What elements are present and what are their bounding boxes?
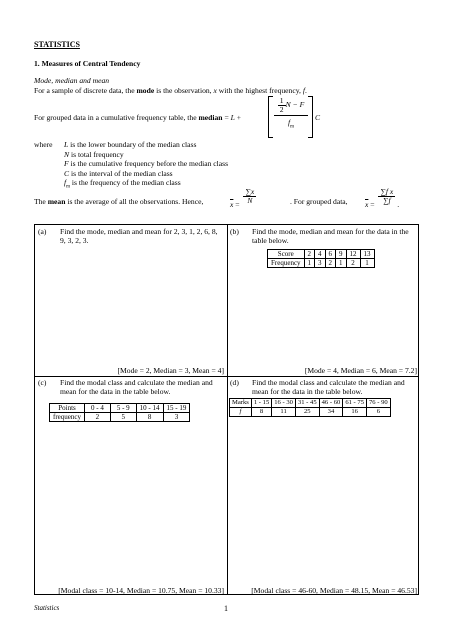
table-cell: 61 - 75 — [343, 399, 367, 408]
where-item-N: N is total frequency — [64, 150, 124, 159]
table-cell: 11 — [272, 408, 296, 417]
table-cell: 76 - 90 — [367, 399, 391, 408]
table-cell: 1 — [304, 259, 315, 268]
table-cell: 16 - 30 — [272, 399, 296, 408]
table-cell: 3 — [315, 259, 326, 268]
question-b — [227, 225, 420, 376]
table-cell: 34 — [319, 408, 343, 417]
table-header: f — [230, 408, 252, 417]
table-cell: 1 - 15 — [251, 399, 271, 408]
page-number: 1 — [224, 604, 228, 613]
mean-definition: The mean is the average of all the observations. Hence, $\overline{x}$ = $\frac{\sum x}{N}$ . For grouped data, $\overline{x}$ = $\frac{\text{∑f x}}{\sum f}$ . — [34, 187, 400, 210]
question-c-text: Find the modal class and calculate the median and mean for the data in the table below. — [60, 378, 213, 397]
mode-definition: For a sample of discrete data, the mode is the observation, x with the highest frequency, f. — [34, 86, 307, 95]
question-a-label: (a) — [38, 227, 47, 236]
table-cell: 0 - 4 — [84, 404, 110, 413]
subheading: Mode, median and mean — [34, 76, 110, 85]
table-header: Frequency — [268, 259, 305, 268]
question-a-text: Find the mode, median and mean for 2, 3, 1, 2, 6, 8, 9, 3, 2, 3. — [60, 227, 218, 246]
table-cell: 5 — [110, 413, 136, 422]
question-b-label: (b) — [230, 227, 239, 236]
table-cell: 1 — [360, 259, 374, 268]
table-cell: 1 — [336, 259, 347, 268]
table-cell: 8 — [251, 408, 271, 417]
where-item-F: F is the cumulative frequency before the median class — [64, 159, 229, 168]
table-cell: 2 — [304, 250, 315, 259]
table-cell: 2 — [325, 259, 336, 268]
table-cell: 15 - 19 — [163, 404, 190, 413]
where-item-fm: $f_m$ is the frequency of the median class — [64, 178, 181, 190]
table-cell: 6 — [367, 408, 391, 417]
question-d-text: Find the modal class and calculate the median and mean for the data in the table below. — [252, 378, 405, 397]
table-cell: 16 — [343, 408, 367, 417]
table-cell: 2 — [346, 259, 360, 268]
table-header: Points — [50, 404, 85, 413]
page-title: STATISTICS — [34, 40, 80, 49]
table-cell: 2 — [84, 413, 110, 422]
median-formula: $\frac{1}{2}$ N − F $f_m$ C — [268, 96, 318, 138]
table-cell: 25 — [295, 408, 319, 417]
question-c-answer: [Modal class = 10-14, Median = 10.75, Mean = 10.33] — [58, 585, 224, 595]
table-cell: 6 — [325, 250, 336, 259]
question-d — [227, 376, 420, 596]
table-header: Marks — [230, 399, 252, 408]
table-cell: 4 — [315, 250, 326, 259]
table-cell: 13 — [360, 250, 374, 259]
question-c-table — [49, 403, 190, 422]
section-heading: 1. Measures of Central Tendency — [34, 59, 141, 68]
exercise-grid — [34, 224, 419, 595]
where-item-L: L is the lower boundary of the median class — [64, 140, 197, 149]
table-cell: 5 - 9 — [110, 404, 136, 413]
footer-label: Statistics — [34, 604, 60, 612]
question-c — [35, 376, 227, 596]
table-cell: 46 - 60 — [319, 399, 343, 408]
table-cell: 12 — [346, 250, 360, 259]
table-cell: 8 — [136, 413, 163, 422]
table-cell: 3 — [163, 413, 190, 422]
table-cell: 10 - 14 — [136, 404, 163, 413]
where-item-C: C is the interval of the median class — [64, 169, 173, 178]
where-word: where — [34, 140, 53, 149]
question-d-label: (d) — [230, 378, 239, 387]
question-a — [35, 225, 227, 376]
question-d-table — [229, 398, 391, 417]
question-b-answer: [Mode = 4, Median = 6, Mean = 7.2] — [304, 365, 417, 375]
table-cell: 31 - 45 — [295, 399, 319, 408]
question-c-label: (c) — [38, 378, 47, 387]
question-b-table — [267, 249, 375, 268]
question-a-answer: [Mode = 2, Median = 3, Mean = 4] — [117, 365, 224, 375]
question-d-answer: [Modal class = 46-60, Median = 48.15, Mean = 46.53] — [251, 585, 417, 595]
table-header: Score — [268, 250, 305, 259]
question-b-text: Find the mode, median and mean for the data in the table below. — [252, 227, 409, 246]
table-header: frequency — [50, 413, 85, 422]
table-cell: 9 — [336, 250, 347, 259]
